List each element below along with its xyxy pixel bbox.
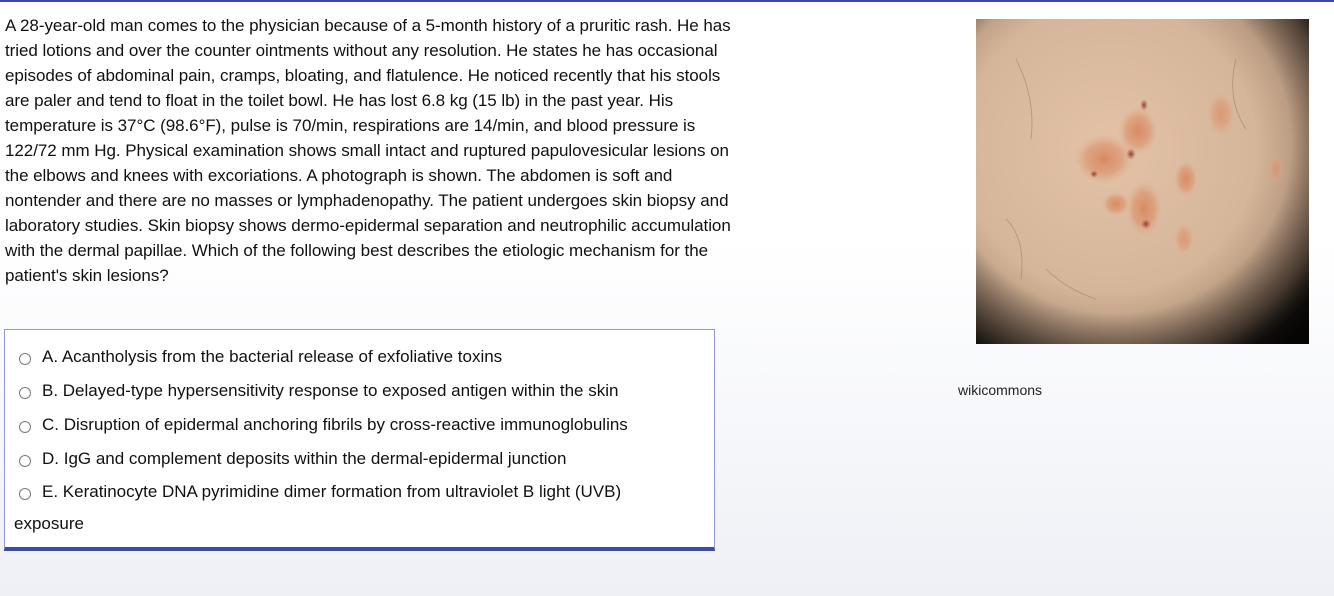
choice-a-label: A. Acantholysis from the bacterial release of exfoliative toxins bbox=[42, 347, 503, 366]
choice-e-label-continued: exposure bbox=[14, 514, 84, 533]
choice-c[interactable] bbox=[19, 413, 628, 437]
radio-c[interactable] bbox=[19, 421, 31, 433]
clinical-photo bbox=[976, 19, 1309, 344]
radio-d[interactable] bbox=[19, 455, 31, 467]
choice-b[interactable] bbox=[19, 379, 618, 403]
top-accent-border bbox=[0, 0, 1334, 2]
radio-a[interactable] bbox=[19, 353, 31, 365]
radio-b[interactable] bbox=[19, 387, 31, 399]
choice-c-label: C. Disruption of epidermal anchoring fibrils by cross-reactive immunoglobulins bbox=[42, 415, 628, 434]
radio-e[interactable] bbox=[19, 488, 31, 500]
skin-lesion-image bbox=[976, 19, 1309, 344]
choice-b-label: B. Delayed-type hypersensitivity response to exposed antigen within the skin bbox=[42, 381, 619, 400]
choice-d-label: D. IgG and complement deposits within the dermal-epidermal junction bbox=[42, 449, 567, 468]
answer-choices-box bbox=[4, 329, 715, 551]
image-caption: wikicommons bbox=[958, 382, 1043, 398]
choice-d[interactable] bbox=[19, 447, 566, 471]
question-stem: A 28-year-old man comes to the physician because of a 5-month history of a pruritic rash. He has tried lotions and over the counter ointments without any resolution. He states he has occasional episodes of abdominal pain, cramps, bloating, and flatulence. He noticed recently that his stools are paler and tend to float in the toilet bowl. He has lost 6.8 kg (15 lb) in the past year. His temperature is 37°C (98.6°F), pulse is 70/min, respirations are 14/min, and blood pressure is 122/72 mm Hg. Physical examination shows small intact and ruptured papulovesicular lesions on the elbows and knees with excoriations. A photograph is shown. The abdomen is soft and nontender and there are no masses or lymphadenopathy. The patient undergoes skin biopsy and laboratory studies. Skin biopsy shows dermo-epidermal separation and neutrophilic accumulation with the dermal papillae. Which of the following best describes the etiologic mechanism for the patient's skin lesions? bbox=[5, 16, 731, 285]
choice-e[interactable] bbox=[19, 480, 621, 504]
choice-e-label: E. Keratinocyte DNA pyrimidine dimer formation from ultraviolet B light (UVB) bbox=[42, 482, 622, 501]
choice-a[interactable] bbox=[19, 345, 502, 369]
